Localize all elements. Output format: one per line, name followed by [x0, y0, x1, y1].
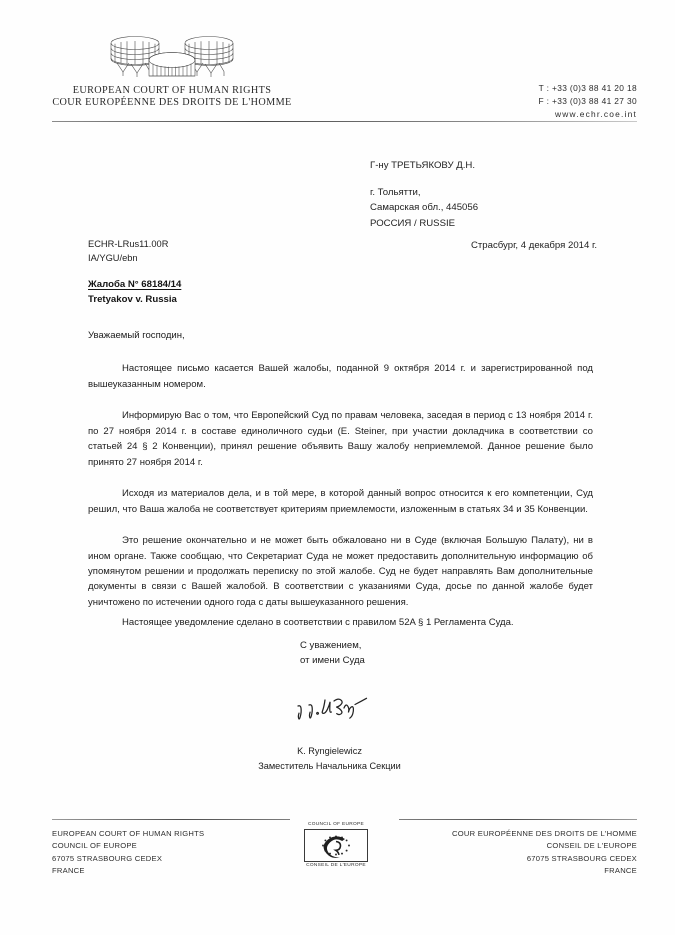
application-number: Жалоба N° 68184/14: [88, 279, 182, 290]
wordmark-english: EUROPEAN COURT OF HUMAN RIGHTS: [72, 85, 272, 96]
echr-building-logo-icon: [97, 30, 247, 82]
website-url: www.echr.coe.int: [554, 109, 637, 120]
dateline: Страсбург, 4 декабря 2014 г.: [470, 240, 597, 251]
closing-line-2: от имени Суда: [300, 655, 365, 667]
letter-body: [88, 328, 593, 610]
signer-name: K. Ryngielewicz: [297, 746, 362, 756]
footer-divider-right: [399, 819, 637, 820]
reference-initials: IA/YGU/ebn: [88, 252, 138, 263]
reference-block: [88, 238, 168, 266]
phone-number: T : +33 (0)3 88 41 20 18: [538, 83, 637, 93]
wordmark-french: COUR EUROPÉENNE DES DROITS DE L'HOMME: [52, 97, 292, 109]
footer-left-line-1: EUROPEAN COURT OF HUMAN RIGHTS: [52, 829, 205, 838]
emblem-label-bottom: CONSEIL DE L'EUROPE: [306, 863, 366, 869]
paragraph-1: Настоящее письмо касается Вашей жалобы, поданной 9 октября 2014 г. и зарегистрированной под вышеуказанным номером.: [88, 363, 593, 390]
footer-left-line-3: 67075 STRASBOURG CEDEX: [52, 853, 163, 863]
footer-right-line-4: FRANCE: [604, 865, 637, 875]
council-of-europe-emblem: [298, 822, 374, 870]
reference-code: ECHR-LRus11.00R: [88, 239, 169, 249]
footer-left-line-2: COUNCIL OF EUROPE: [52, 841, 137, 851]
closing-block: [300, 638, 365, 669]
footer-right-line-3: 67075 STRASBOURG CEDEX: [526, 853, 637, 863]
paragraph-4: Это решение окончательно и не может быть обжаловано ни в Суде (включая Большую Палату), ни в ином органе. Также сообщаю, что Секретариат Суда не может предоставить дополнительную информацию об упомянутом решении и продолжать переписку по этой жалобе. Суд не будет направлять Вам дополнительные документы в связи с Вашей жалобой. В соответствии с указаниями Суда, досье по данной жалобе будет уничтожено по истечении одного года с даты вышеуказанного решения.: [88, 535, 593, 608]
fax-number: F : +33 (0)3 88 41 27 30: [538, 96, 637, 107]
echr-wordmark: [52, 85, 292, 110]
header-divider: [52, 121, 637, 122]
footer-right-line-1: COUR EUROPÉENNE DES DROITS DE L'HOMME: [452, 829, 637, 838]
emblem-frame: [304, 829, 368, 862]
paragraph-2: Информирую Вас о том, что Европейский Суд по правам человека, заседая в период с 13 ноября 2014 г. по 27 ноября 2014 г. в составе единоличного судьи (E. Steiner, при участии докладчика в соответствии со статьей 24 § 2 Конвенции), принял решение объявить Вашу жалобу неприемлемой. Данное решение было принято 27 ноября 2014 г.: [88, 410, 593, 468]
address-region: Самарская обл., 445056: [370, 202, 479, 214]
echr-logo-block: [52, 30, 292, 110]
recipient-name: Г-ну ТРЕТЬЯКОВУ Д.Н.: [370, 160, 476, 171]
closing-line-1: С уважением,: [300, 640, 362, 651]
signer-block: [0, 744, 675, 773]
footer-divider-left: [52, 819, 290, 820]
contact-details: [539, 82, 638, 121]
handwritten-signature-icon: [290, 690, 410, 736]
case-block: [88, 278, 181, 308]
footer-address-english: [52, 828, 204, 877]
recipient-address: [370, 158, 478, 231]
signer-title: Заместитель Начальника Секции: [258, 760, 401, 771]
salutation: Уважаемый господин,: [88, 330, 185, 341]
footer-address-french: [452, 828, 637, 877]
case-name: Tretyakov v. Russia: [88, 293, 177, 305]
emblem-label-top: COUNCIL OF EUROPE: [307, 822, 365, 827]
letter-header: [0, 30, 675, 122]
address-city: г. Тольятти,: [370, 186, 421, 198]
footer-left-line-4: FRANCE: [52, 865, 85, 875]
rule-notice: Настоящее уведомление сделано в соответствии с правилом 52A § 1 Регламента Суда.: [122, 617, 514, 628]
paragraph-3: Исходя из материалов дела, и в той мере, в которой данный вопрос относится к его компетенции, Суд решил, что Ваша жалоба не соответствует критериям приемлемости, изложенным в статьях 34 и 35 Конвенции.: [88, 488, 593, 515]
emblem-stars-icon: [305, 830, 367, 861]
address-country: РОССИЯ / RUSSIE: [370, 217, 456, 229]
footer-right-line-2: CONSEIL DE L'EUROPE: [546, 841, 637, 851]
